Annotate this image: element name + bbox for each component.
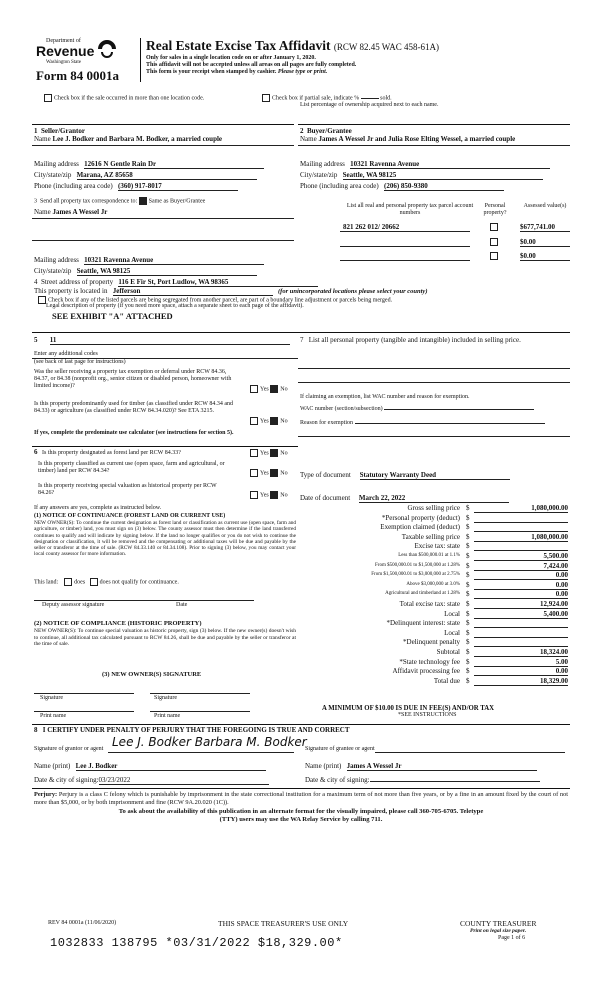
dollar-sign: $: [466, 561, 470, 570]
historic-question: Is this property receiving special valuation as historical property per RCW 84.26?: [38, 483, 217, 496]
corr-name-row: Name James A Wessel Jr: [34, 208, 108, 216]
header-note-3: This form is your receipt when stamped by cashier. Please type or print.: [146, 69, 328, 75]
calc-row-amount[interactable]: [474, 542, 568, 551]
document-type-row: Type of document Statutory Warranty Deed: [300, 471, 510, 480]
calc-row-label: From $1,500,000.01 to $3,000,000 at 2.75%: [371, 572, 460, 578]
calc-row-label: Total due: [433, 676, 460, 685]
calc-row-amount[interactable]: 1,080,000.00: [474, 533, 568, 542]
multi-location-checkbox[interactable]: Check box if the sale occurred in more than one location code.: [44, 94, 204, 102]
wac-number[interactable]: [384, 409, 534, 410]
header-note-2: This affidavit will not be accepted unless all areas on all pages are fully completed.: [146, 62, 357, 68]
header-note-1: Only for sales in a single location code on or after January 1, 2020.: [146, 55, 316, 61]
calc-row-amount[interactable]: 0.00: [474, 667, 568, 676]
forest-question: 6 Is this property designated as forest land per RCW 84.33?: [34, 448, 181, 456]
dollar-sign: $: [466, 580, 470, 589]
exemption-reason[interactable]: [355, 423, 545, 424]
grantor-date-city[interactable]: 03/23/2022: [99, 776, 269, 785]
timber-yes-no[interactable]: Yes No: [250, 417, 288, 425]
calc-row-amount[interactable]: 0.00: [474, 571, 568, 580]
new-owner-print-2[interactable]: Print name: [154, 713, 181, 719]
treasurer-receipt-stamp: 1032833 138795 *03/31/2022 $18,329.00*: [50, 936, 343, 950]
calc-row-amount[interactable]: 0.00: [474, 590, 568, 599]
legal-description-label: Legal description of property (if you need more space, attach a separate sheet to each page of the affidavit).: [46, 303, 304, 309]
seller-phone[interactable]: (360) 917-8017: [118, 182, 238, 191]
seller-name[interactable]: Lee J. Bodker and Barbara M. Bodker, a married couple: [52, 135, 223, 143]
multi-location-box[interactable]: [44, 94, 52, 102]
forest-yes-no[interactable]: Yes No: [250, 449, 288, 457]
historic-no-box[interactable]: [270, 491, 278, 499]
timber-no-box[interactable]: [270, 417, 278, 425]
calc-row-label: Affidavit processing fee: [392, 667, 460, 676]
land-use-code-row: 5 11: [34, 336, 290, 345]
treasurer-space-label: THIS SPACE TREASURER'S USE ONLY: [218, 919, 349, 928]
calc-row-amount[interactable]: 18,329.00: [474, 677, 568, 686]
calc-row-label: Excise tax: state: [414, 542, 460, 551]
calc-row-label: *State technology fee: [399, 657, 460, 666]
grantee-print-name[interactable]: James A Wessel Jr: [347, 762, 537, 771]
exemption-yes-box[interactable]: [250, 385, 258, 393]
exemption-claim-label: If claiming an exemption, list WAC number and reason for exemption.: [300, 394, 470, 400]
seller-city[interactable]: Marana, AZ 85658: [77, 171, 257, 180]
grantor-signature-label: Signature of grantor or agent: [34, 746, 104, 752]
segregated-checkbox[interactable]: [38, 296, 46, 304]
dollar-sign: $: [466, 571, 470, 580]
logo-dept: Department of: [46, 38, 81, 44]
new-owner-signature-2[interactable]: Signature: [154, 695, 177, 701]
grantor-print-name[interactable]: Lee J. Bodker: [76, 762, 266, 771]
parcel-col-numbers: List all real and personal property tax parcel account numbers: [346, 203, 474, 216]
seller-mail-row: Mailing address 12616 N Gentle Rain Dr: [34, 160, 264, 169]
land-use-code[interactable]: 11: [50, 336, 290, 345]
certify-statement: 8 I CERTIFY UNDER PENALTY OF PERJURY THAT THE FOREGOING IS TRUE AND CORRECT: [34, 726, 350, 734]
timber-question: Is this property predominantly used for timber (as classified under RCW 84.34 and 84.33) or agriculture (as classified under RCW 84.34.020)? See ETA 3215.: [34, 401, 234, 414]
corr-city-row: City/state/zip Seattle, WA 98125: [34, 267, 257, 276]
parcel-col-personal: Personal property?: [483, 203, 507, 216]
logo-agency: Revenue: [36, 43, 95, 59]
seller-phone-row: Phone (including area code) (360) 917-8017: [34, 182, 238, 191]
notice-compliance-body: NEW OWNER(S): To continue special valuation as historic property, sign (3) below. If the new owner(s) doesn't wish to continue, all additional tax calculated pursuant to RCW 84.26, shall be due and payable by the seller or transferor at the time of sale.: [34, 628, 296, 648]
perjury-notice: Perjury: Perjury is a class C felony which is punishable by imprisonment in the state correctional institution for a maximum term of not more than five years, or by a fine in an amount fixed by the court of not more than $5,000, or by both imprisonment and fine (RCW 9A.20.020 (1C)).: [34, 791, 568, 806]
accessibility-note-1: To ask about the availability of this publication in an alternate format for the visually impaired, please call 360-705-6705. Teletype: [118, 808, 484, 815]
calc-row-amount[interactable]: 12,924.00: [474, 600, 568, 609]
same-as-buyer-checkbox[interactable]: [139, 197, 147, 205]
correspondence-row: 3 Send all property tax correspondence to: Same as Buyer/Grantee: [34, 198, 206, 205]
buyer-name[interactable]: James A Wessel Jr and Julia Rose Elting Wessel, a married couple: [318, 135, 516, 143]
does-checkbox[interactable]: [64, 578, 72, 586]
ownership-note: List percentage of ownership acquired next to each name.: [300, 102, 439, 108]
parcel-number[interactable]: 821 262 012/ 20662: [343, 223, 400, 231]
grantor-handwritten-signature[interactable]: Lee J. Bodker Barbara M. Bodker: [112, 735, 307, 749]
county-treasurer-label: COUNTY TREASURER: [460, 919, 537, 928]
calc-row-amount[interactable]: 1,080,000.00: [474, 504, 568, 513]
current-use-yes-box[interactable]: [250, 469, 258, 477]
calc-row-label: *Delinquent penalty: [403, 638, 460, 647]
new-owner-print-1[interactable]: Print name: [40, 713, 67, 719]
logo-state: Washington State: [46, 60, 82, 65]
additional-codes-label: Enter any additional codes: [34, 351, 98, 357]
historic-yes-no[interactable]: Yes No: [250, 491, 288, 499]
calc-row-label: Taxable selling price: [401, 532, 460, 541]
segregated-checkbox-row[interactable]: Check box if any of the listed parcels are being segregated from another parcel, are part of a boundary line adjustment or parcels being merged.: [38, 296, 392, 304]
exemption-no-box[interactable]: [270, 385, 278, 393]
seller-name-row: Name Lee J. Bodker and Barbara M. Bodker, a married couple: [34, 135, 223, 143]
calc-row-amount[interactable]: [474, 514, 568, 523]
current-use-no-box[interactable]: [270, 469, 278, 477]
page-number: Page 1 of 6: [498, 935, 526, 941]
see-instructions: *SEE INSTRUCTIONS: [398, 712, 457, 718]
buyer-city-row: City/state/zip Seattle, WA 98125: [300, 171, 543, 180]
corr-mail[interactable]: 10321 Ravenna Avenue: [84, 256, 264, 265]
exemption-yes-no[interactable]: Yes No: [250, 385, 288, 393]
calc-row-amount[interactable]: [474, 523, 568, 532]
revision-code: REV 84 0001a (11/06/2020): [48, 920, 117, 926]
current-use-question: Is this property classified as current use (open space, farm and agricultural, or timber) land per RCW 84.34?: [38, 461, 225, 474]
calc-row-label: Less than $500,000.01 at 1.1%: [398, 553, 460, 558]
does-not-checkbox[interactable]: [90, 578, 98, 586]
corr-mail-row: Mailing address 10321 Ravenna Avenue: [34, 256, 264, 265]
corr-city[interactable]: Seattle, WA 98125: [77, 267, 257, 276]
calc-row-label: Agricultural and timberland at 1.28%: [385, 591, 460, 597]
dollar-sign: $: [466, 523, 470, 532]
street-address-row: 4 Street address of property 116 E Fir St, Port Ludlow, WA 98365: [34, 278, 318, 287]
calc-row-label: Subtotal: [436, 648, 460, 656]
exemption-question: Was the seller receiving a property tax exemption or deferral under RCW 84.36, 84.37, or 84.38 (nonprofit org., senior citizen or disabled person, homeowner with limited income)?: [34, 369, 232, 389]
partial-sale-checkbox[interactable]: Check box if partial sale, indicate % sold.: [262, 94, 392, 102]
buyer-phone-row: Phone (including area code) (206) 850-9380: [300, 182, 504, 191]
dollar-sign: $: [466, 504, 470, 512]
this-land-row: This land: does does not qualify for continuance.: [34, 579, 179, 586]
calc-row-amount[interactable]: 5,400.00: [474, 610, 568, 619]
calc-row-amount[interactable]: [474, 638, 568, 647]
if-any-yes: If any answers are yes, complete as instructed below.: [34, 505, 162, 511]
street-address[interactable]: 116 E Fir St, Port Ludlow, WA 98365: [118, 278, 318, 287]
dollar-sign: $: [466, 667, 470, 676]
calc-row-label: Exemption claimed (deduct): [380, 523, 460, 532]
deputy-assessor-signature[interactable]: Deputy assessor signature: [42, 602, 105, 608]
document-date[interactable]: March 22, 2022: [359, 494, 509, 503]
historic-yes-box[interactable]: [250, 491, 258, 499]
calc-row-label: Total excise tax: state: [399, 600, 460, 608]
seller-heading: 1 Seller/Grantor: [34, 127, 85, 135]
dollar-sign: $: [466, 609, 470, 618]
buyer-city[interactable]: Seattle, WA 98125: [343, 171, 543, 180]
grantee-print-row: Name (print) James A Wessel Jr: [305, 762, 537, 771]
forest-no-box[interactable]: [270, 449, 278, 457]
reason-row: Reason for exemption: [300, 420, 545, 427]
legal-size-note: Print on legal size paper.: [470, 928, 527, 934]
dollar-sign: $: [466, 532, 470, 541]
corr-name[interactable]: James A Wessel Jr: [52, 208, 108, 216]
assessed-value-2[interactable]: $0.00: [520, 238, 570, 247]
form-number: Form 84 0001a: [36, 68, 120, 83]
buyer-mail-row: Mailing address 10321 Ravenna Avenue: [300, 160, 550, 169]
grantee-date-city[interactable]: [370, 781, 540, 782]
county-row: This property is located in Jefferson (for unincorporated locations please select your county): [34, 287, 428, 295]
personal-property-checkbox-1[interactable]: [490, 223, 498, 231]
current-use-yes-no[interactable]: Yes No: [250, 469, 288, 477]
county[interactable]: Jefferson: [113, 287, 273, 296]
calc-row-amount[interactable]: 7,424.00: [474, 562, 568, 571]
dollar-sign: $: [466, 542, 470, 551]
grantee-date-row: Date & city of signing:: [305, 776, 540, 784]
dollar-sign: $: [466, 648, 470, 656]
notice-continuance-title: (1) NOTICE OF CONTINUANCE (FOREST LAND OR CURRENT USE): [34, 513, 226, 519]
buyer-mail[interactable]: 10321 Ravenna Avenue: [350, 160, 550, 169]
document-date-row: Date of document March 22, 2022: [300, 494, 509, 503]
form-title: Real Estate Excise Tax Affidavit (RCW 82.45 WAC 458-61A): [146, 38, 440, 53]
calc-row-amount[interactable]: 18,324.00: [474, 648, 568, 657]
dollar-sign: $: [466, 552, 470, 560]
notice-continuance-body: NEW OWNER(S): To continue the current designation as forest land or classification as current use (open space, farm and agriculture, or timber) land, you must sign on (3) below. The county assessor must then determine if the land transferred continues to qualify and will indicate by signing below. If the land no longer qualifies or you do not wish to continue the designation or classification, it will be removed and the compensating or additional taxes will be due and payable by the seller or transferor at the time of sale. (RCW 84.33.140 or 84.34.108). Prior to signing (3) below, you may contact your local county assessor for more information.: [34, 520, 296, 558]
seller-mail[interactable]: 12616 N Gentle Rain Dr: [84, 160, 264, 169]
buyer-heading: 2 Buyer/Grantee: [300, 127, 352, 135]
forest-yes-box[interactable]: [250, 449, 258, 457]
personal-property-checkbox-3[interactable]: [490, 252, 498, 260]
calc-row-label: *Personal property (deduct): [381, 513, 460, 522]
calc-row-amount[interactable]: [474, 629, 568, 638]
calc-row-amount[interactable]: [474, 619, 568, 628]
grantee-signature-label: Signature of grantee or agent: [305, 746, 375, 752]
buyer-name-row: Name James A Wessel Jr and Julia Rose Elting Wessel, a married couple: [300, 135, 516, 143]
predominate-note: If yes, complete the predominate use calculator (see instructions for section 5).: [34, 430, 234, 436]
minimum-due-note: A MINIMUM OF $10.00 IS DUE IN FEE(S) AND/OR TAX: [322, 705, 495, 712]
dollar-sign: $: [466, 638, 470, 647]
dollar-sign: $: [466, 600, 470, 608]
new-owner-signature-title: (3) NEW OWNER(S) SIGNATURE: [102, 671, 202, 678]
see-back-note: (see back of last page for instructions): [34, 359, 126, 365]
seller-city-row: City/state/zip Marana, AZ 85658: [34, 171, 257, 180]
dollar-sign: $: [466, 590, 470, 599]
notice-compliance-title: (2) NOTICE OF COMPLIANCE (HISTORIC PROPERTY): [34, 620, 202, 627]
calc-row-amount[interactable]: 0.00: [474, 581, 568, 590]
calc-row-amount[interactable]: 5,500.00: [474, 552, 568, 561]
grantor-date-row: Date & city of signing:03/23/2022: [34, 776, 269, 785]
new-owner-signature-1[interactable]: Signature: [40, 695, 63, 701]
calc-row-label: Local: [444, 628, 460, 637]
accessibility-note-2: (TTY) users may use the WA Relay Service by calling 711.: [219, 816, 383, 823]
personal-property-checkbox-2[interactable]: [490, 238, 498, 246]
assessed-value-1[interactable]: $677,741.00: [520, 223, 570, 232]
calc-row-label: *Delinquent interest: state: [386, 619, 460, 628]
calc-row-label: From $500,000.01 to $1,500,000 at 1.28%: [375, 562, 460, 568]
exhibit-a[interactable]: SEE EXHIBIT "A" ATTACHED: [52, 311, 173, 321]
buyer-phone[interactable]: (206) 850-9380: [384, 182, 504, 191]
personal-property-row: 7 List all personal property (tangible and intangible) included in selling price.: [300, 336, 521, 344]
parcel-col-assessed: Assessed value(s): [523, 203, 567, 209]
dollar-sign: $: [466, 619, 470, 628]
calc-row-label: Local: [444, 609, 460, 618]
calc-row-label: Above $3,000,000 at 3.0%: [406, 581, 460, 587]
dollar-sign: $: [466, 513, 470, 522]
assessor-date[interactable]: Date: [176, 602, 188, 608]
wac-number-row: WAC number (section/subsection): [300, 406, 534, 413]
dollar-sign: $: [466, 628, 470, 637]
dor-logo: [36, 38, 120, 68]
dollar-sign: $: [466, 657, 470, 666]
wa-emblem-icon: [96, 38, 118, 60]
timber-yes-box[interactable]: [250, 417, 258, 425]
rcw-reference: (RCW 82.45 WAC 458-61A): [333, 42, 440, 52]
grantor-print-row: Name (print) Lee J. Bodker: [34, 762, 266, 771]
document-type[interactable]: Statutory Warranty Deed: [360, 471, 510, 480]
partial-sale-box[interactable]: [262, 94, 270, 102]
calc-row-label: Gross selling price: [407, 504, 460, 512]
assessed-value-3[interactable]: $0.00: [520, 252, 570, 261]
calc-row-amount[interactable]: 5.00: [474, 658, 568, 667]
dollar-sign: $: [466, 676, 470, 685]
